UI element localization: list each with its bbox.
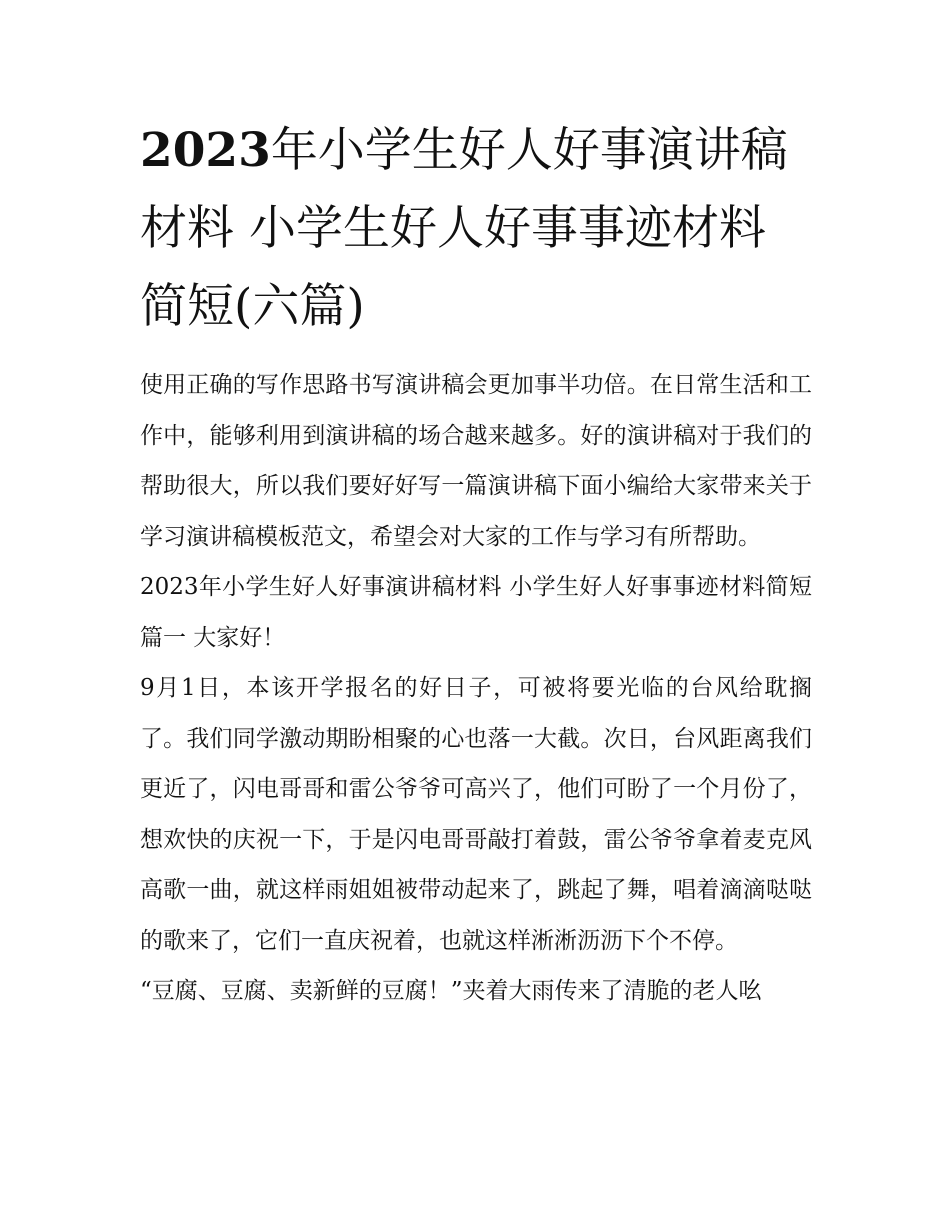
title-text: 年小学生好人好事演讲稿材料 小学生好人好事事迹材料简短(六篇) (140, 123, 788, 334)
paragraph-tofu: “豆腐、豆腐、卖新鲜的豆腐！”夹着大雨传来了清脆的老人吆 (140, 978, 762, 1004)
paragraph-heading-one: 2023年小学生好人好事演讲稿材料 小学生好人好事事迹材料简短篇一 大家好！ (140, 574, 812, 651)
document-body (140, 112, 812, 1017)
paragraph-story: 9月1日，本该开学报名的好日子，可被将要光临的台风给耽搁了。我们同学激动期盼相聚的心也落一大截。次日，台风距离我们更近了，闪电哥哥和雷公爷爷可高兴了，他们可盼了一个月份了，想欢快的庆祝一下，于是闪电哥哥敲打着鼓，雷公爷爷拿着麦克风高歌一曲，就这样雨姐姐被带动起来了，跳起了舞，唱着滴滴哒哒的歌来了，它们一直庆祝着，也就这样淅淅沥沥下个不停。 (140, 675, 812, 954)
paragraph-intro: 使用正确的写作思路书写演讲稿会更加事半功倍。在日常生活和工作中，能够利用到演讲稿的场合越来越多。好的演讲稿对于我们的帮助很大，所以我们要好好写一篇演讲稿下面小编给大家带来关于学习演讲稿模板范文，希望会对大家的工作与学习有所帮助。 (140, 372, 812, 550)
document-title (140, 112, 812, 346)
title-year: 2023 (140, 123, 271, 178)
